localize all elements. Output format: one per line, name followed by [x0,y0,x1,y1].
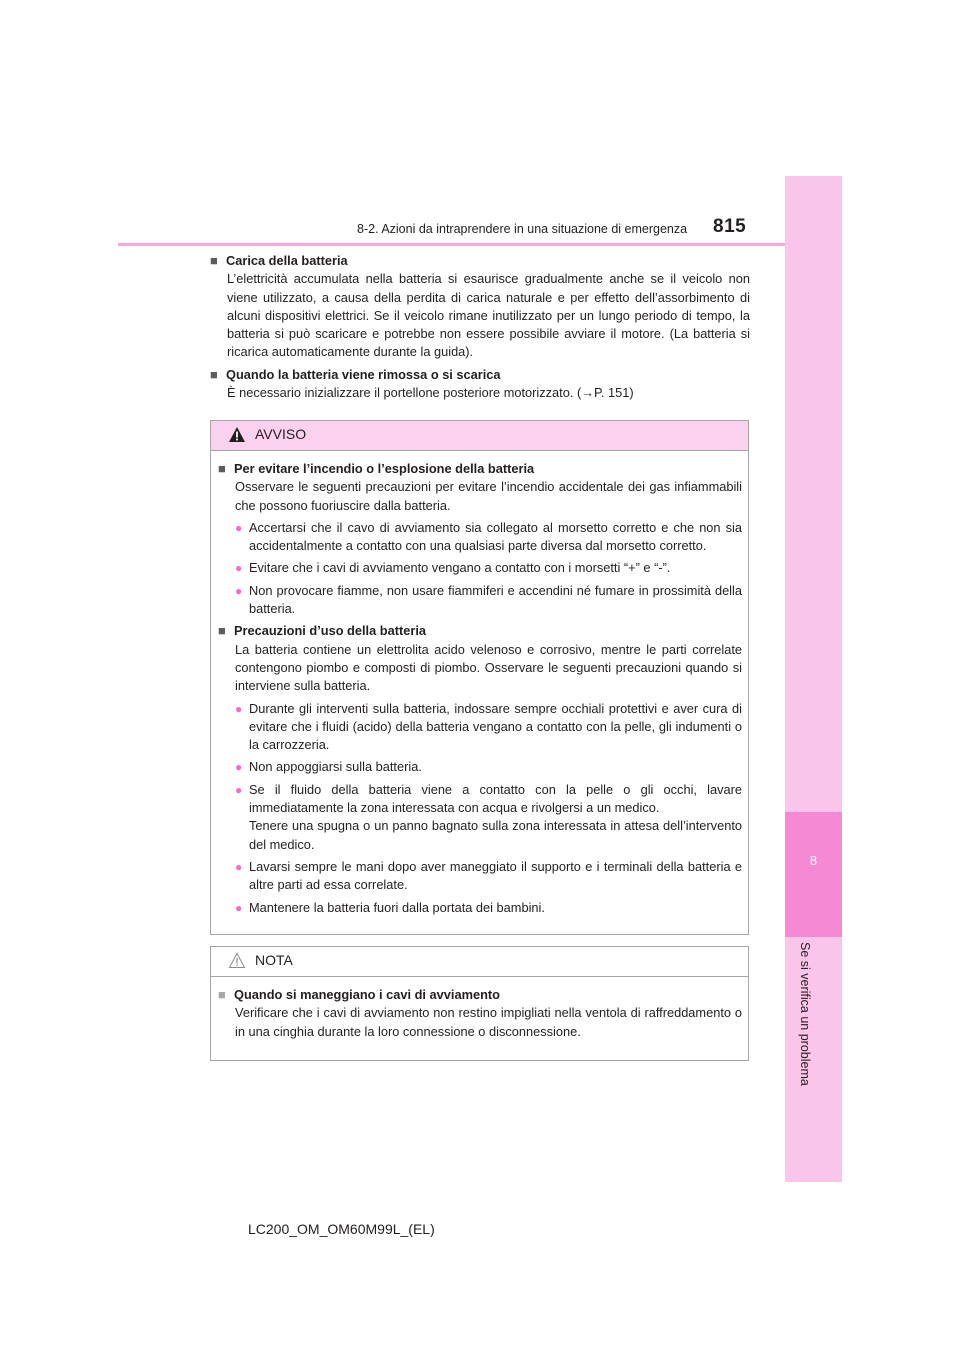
bullet-dot-icon: ● [235,859,243,874]
list-item: ● Lavarsi sempre le mani dopo aver maneggiato il supporto e i terminali della batteria e altre parti ad essa correlate. [218,858,742,895]
warning-box [210,420,749,935]
square-bullet-icon: ■ [218,461,226,476]
chapter-number: 8 [809,853,818,868]
note-box [210,946,749,1061]
list-item: ● Durante gli interventi sulla batteria, indossare sempre occhiali protettivi e aver cura di evitare che i fluidi (acido) della batteria vengano a contatto con la pelle, gli indumenti o la carrozzeria. [218,700,742,755]
caution-triangle-icon [228,952,246,969]
bullet-dot-icon: ● [235,561,243,576]
section-title: 8-2. Azioni da intraprendere in una situazione di emergenza [357,222,688,236]
bullet-dot-icon: ● [235,583,243,598]
warning-section-intro: Osservare le seguenti precauzioni per evitare l’incendio accidentale dei gas infiammabili che possono fuoriuscire dalla batteria. [235,479,742,513]
square-bullet-icon: ■ [218,987,226,1002]
list-item: ● Accertarsi che il cavo di avviamento sia collegato al morsetto corretto e che non sia accidentalmente a contatto con una qualsiasi parte diversa dal morsetto corretto. [218,519,742,556]
note-header [211,947,748,977]
chapter-number-tab [785,812,842,937]
warning-section-intro: La batteria contiene un elettrolita acido velenoso e corrosivo, mentre le parti correlate contengono piombo e composti di piombo. Osservare le seguenti precauzioni quando si interviene sulla batteria. [235,641,742,694]
note-text: Verificare che i cavi di avviamento non restino impigliati nella ventola di raffreddamento o in una cinghia durante la loro connessione o disconnessione. [235,1005,742,1039]
bullet-dot-icon: ● [235,520,243,535]
note-title: NOTA [255,952,293,968]
block-text: È necessario inizializzare il portellone posteriore motorizzato. (→P. 151) [227,385,634,401]
warning-section-heading: ■ Precauzioni d’uso della batteria [218,622,742,640]
square-bullet-icon: ■ [210,253,218,268]
list-item: ● Mantenere la batteria fuori dalla portata dei bambini. [218,899,742,917]
page-number: 815 [713,216,747,237]
block-heading: ■ Quando la batteria viene rimossa o si scarica [210,366,750,384]
chapter-label: Se si verifica un problema [798,942,812,1086]
warning-header [211,421,748,451]
square-bullet-icon: ■ [210,366,218,382]
note-body [211,977,748,1047]
list-item: ● Se il fluido della batteria viene a contatto con la pelle o gli occhi, lavare immediatamente la zona interessata con acqua e rivolgersi a un medico. Tenere una spugna o un panno bagnato sulla zona interessata in attesa dell’intervento del medico. [218,781,742,854]
square-bullet-icon: ■ [218,623,226,639]
list-item: ● Non provocare fiamme, non usare fiammiferi e accendini né fumare in prossimità della batteria. [218,582,742,619]
bullet-dot-icon: ● [235,900,243,915]
warning-triangle-icon [228,426,246,443]
bullet-dot-icon: ● [235,701,243,716]
header-divider [118,243,842,246]
chapter-side-tab [785,176,842,1182]
document-code: LC200_OM_OM60M99L_(EL) [248,1221,435,1237]
bullet-dot-icon: ● [235,782,243,797]
note-heading: ■ Quando si maneggiano i cavi di avviamento [218,986,742,1004]
warning-section-heading: ■ Per evitare l’incendio o l’esplosione della batteria [218,460,742,478]
block-text: L’elettricità accumulata nella batteria si esaurisce gradualmente anche se il veicolo non viene utilizzato, a causa della perdita di carica naturale e per effetto dell’assorbimento di alcuni dispositivi elettrici. Se il veicolo rimane inutilizzato per un lungo periodo di tempo, la batteria si può scaricare e potrebbe non essere possibile avviare il motore. (La batteria si ricarica automaticamente durante la guida). [227,271,750,360]
block-heading: ■ Carica della batteria [210,252,750,270]
main-content [210,252,750,402]
warning-body [211,451,748,923]
list-item: ● Evitare che i cavi di avviamento vengano a contatto con i morsetti “+” e “-”. [218,559,742,577]
bullet-dot-icon: ● [235,760,243,775]
list-item: ● Non appoggiarsi sulla batteria. [218,758,742,776]
warning-title: AVVISO [255,426,307,442]
